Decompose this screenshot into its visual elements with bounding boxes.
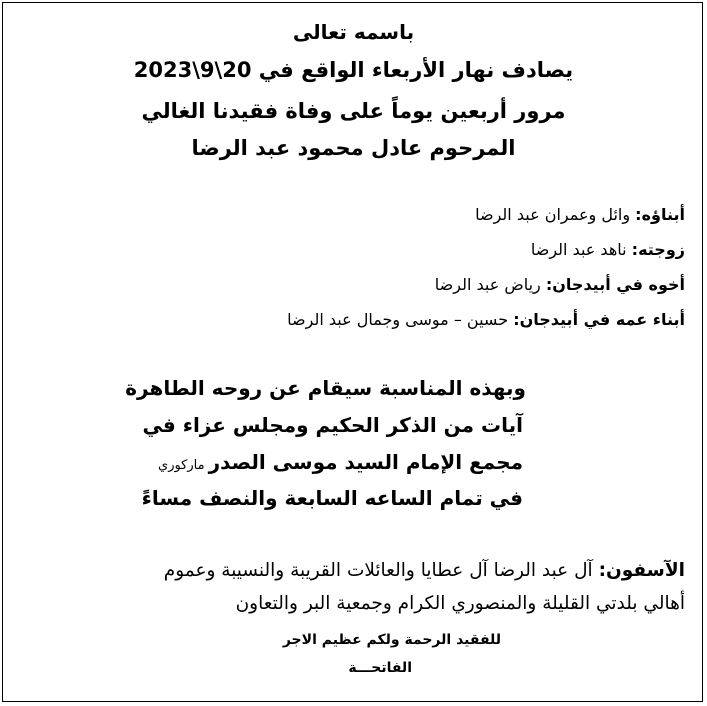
deceased-name: المرحوم عادل محمود عبد الرضا — [191, 136, 516, 160]
wife-value: ناهد عبد الرضا — [530, 240, 627, 259]
grieving-line-1 — [164, 560, 685, 581]
sons-line — [475, 205, 685, 224]
cousins-value: حسين – موسى وجمال عبد الرضا — [287, 310, 509, 329]
cousins-line — [287, 310, 685, 329]
occasion-line-1: وبهذه المناسبة سيقام عن روحه الطاهرة — [125, 376, 526, 400]
occasion-line-4: في تمام الساعه السابعة والنصف مساءً — [141, 486, 523, 510]
occasion-line-3 — [158, 450, 523, 474]
basmala-heading: باسمه تعالى — [292, 20, 415, 44]
occasion-line-2: آيات من الذكر الحكيم ومجلس عزاء في — [142, 413, 523, 437]
wife-line — [531, 240, 685, 259]
venue-location: ماركوري — [158, 458, 205, 473]
wife-label: زوجته: — [631, 240, 685, 259]
venue-name: مجمع الإمام السيد موسى الصدر — [208, 450, 523, 474]
grieving-text-1: آل عبد الرضا آل عطايا والعائلات القريبة والنسيبة وعموم — [163, 560, 593, 581]
brother-label: أخوه في أبيدجان: — [545, 275, 685, 294]
brother-value: رياض عبد الرضا — [434, 275, 541, 294]
condolence-line: للفقيد الرحمة ولكم عظيم الاجر — [282, 632, 501, 648]
sons-value: وائل وعمران عبد الرضا — [475, 205, 631, 224]
sons-label: أبناؤه: — [635, 205, 685, 224]
cousins-label: أبناء عمه في أبيدجان: — [513, 310, 685, 329]
fatiha-line: الفاتحـــة — [348, 660, 412, 676]
date-line: يصادف نهار الأربعاء الواقع في 20\9\2023 — [133, 58, 574, 82]
grieving-line-2: أهالي بلدتي القليلة والمنصوري الكرام وجمعية البر والتعاون — [235, 593, 685, 614]
grieving-label: الآسفون: — [598, 560, 685, 581]
forty-days-line: مرور أربعين يوماً على وفاة فقيدنا الغالي — [141, 99, 566, 123]
brother-line — [435, 275, 685, 294]
